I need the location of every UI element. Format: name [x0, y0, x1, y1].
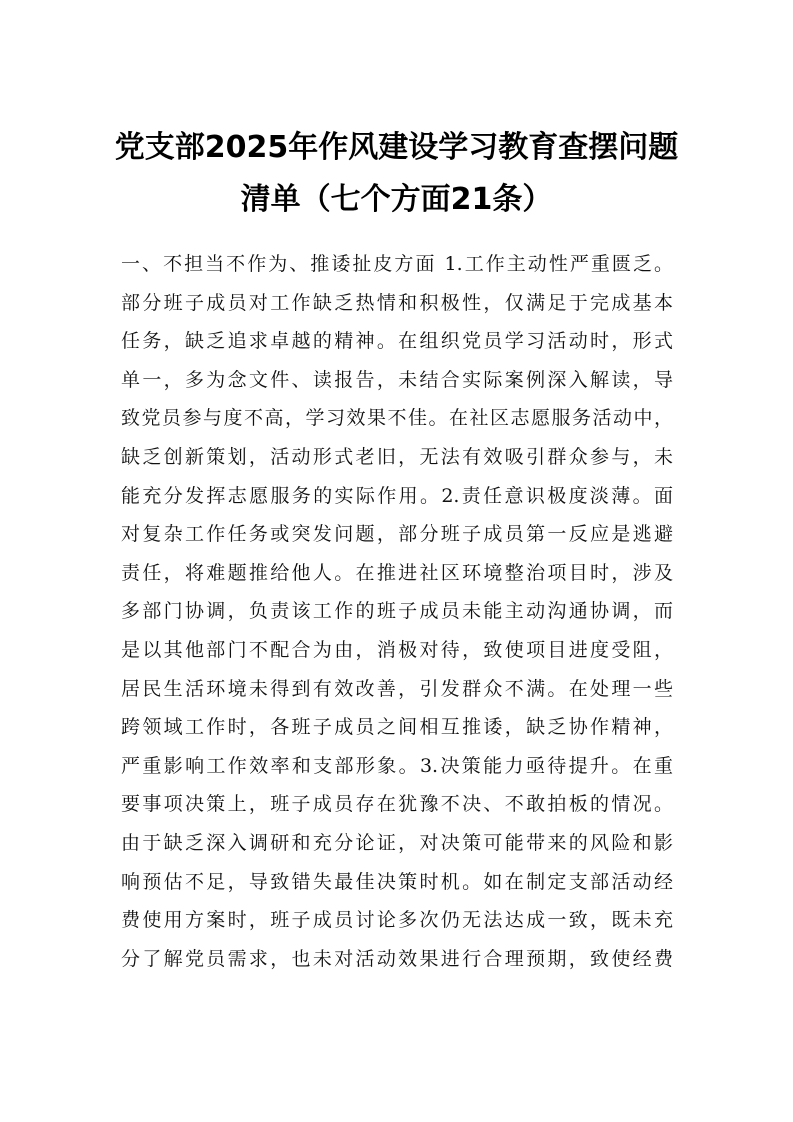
- body-line: 致党员参与度不高，学习效果不佳。在社区志愿服务活动中，: [121, 407, 673, 430]
- body-line: 严重影响工作效率和支部形象。3.决策能力亟待提升。在重: [121, 754, 673, 777]
- body-line: 单一，多为念文件、读报告，未结合实际案例深入解读，导: [121, 368, 673, 391]
- body-line: 跨领域工作时，各班子成员之间相互推诿，缺乏协作精神，: [121, 716, 673, 739]
- body-line: 责任，将难题推给他人。在推进社区环境整治项目时，涉及: [121, 561, 673, 584]
- title-line: 党支部2025年作风建设学习教育查摆问题: [114, 130, 679, 165]
- body-line: 分了解党员需求，也未对活动效果进行合理预期，致使经费: [121, 947, 673, 970]
- body-line: 部分班子成员对工作缺乏热情和积极性，仅满足于完成基本: [121, 291, 673, 314]
- document-title: [110, 122, 683, 226]
- body-line: 缺乏创新策划，活动形式老旧，无法有效吸引群众参与，未: [121, 445, 673, 468]
- body-line: 一、不担当不作为、推诿扯皮方面 1.工作主动性严重匮乏。: [121, 253, 673, 275]
- body-line: 要事项决策上，班子成员存在犹豫不决、不敢拍板的情况。: [121, 793, 673, 816]
- body-line: 多部门协调，负责该工作的班子成员未能主动沟通协调，而: [121, 600, 673, 623]
- document-body: [121, 245, 673, 978]
- body-line: 任务，缺乏追求卓越的精神。在组织党员学习活动时，形式: [121, 330, 673, 353]
- body-line: 对复杂工作任务或突发问题，部分班子成员第一反应是逃避: [121, 523, 673, 546]
- body-line: 居民生活环境未得到有效改善，引发群众不满。在处理一些: [121, 677, 673, 700]
- body-line: 由于缺乏深入调研和充分论证，对决策可能带来的风险和影: [121, 831, 673, 854]
- body-line: 是以其他部门不配合为由，消极对待，致使项目进度受阻，: [121, 638, 673, 661]
- body-line: 费使用方案时，班子成员讨论多次仍无法达成一致，既未充: [121, 909, 673, 932]
- title-line: 清单（七个方面21条）: [240, 182, 553, 217]
- body-line: 响预估不足，导致错失最佳决策时机。如在制定支部活动经: [121, 870, 673, 893]
- body-line: 能充分发挥志愿服务的实际作用。2.责任意识极度淡薄。面: [121, 484, 673, 507]
